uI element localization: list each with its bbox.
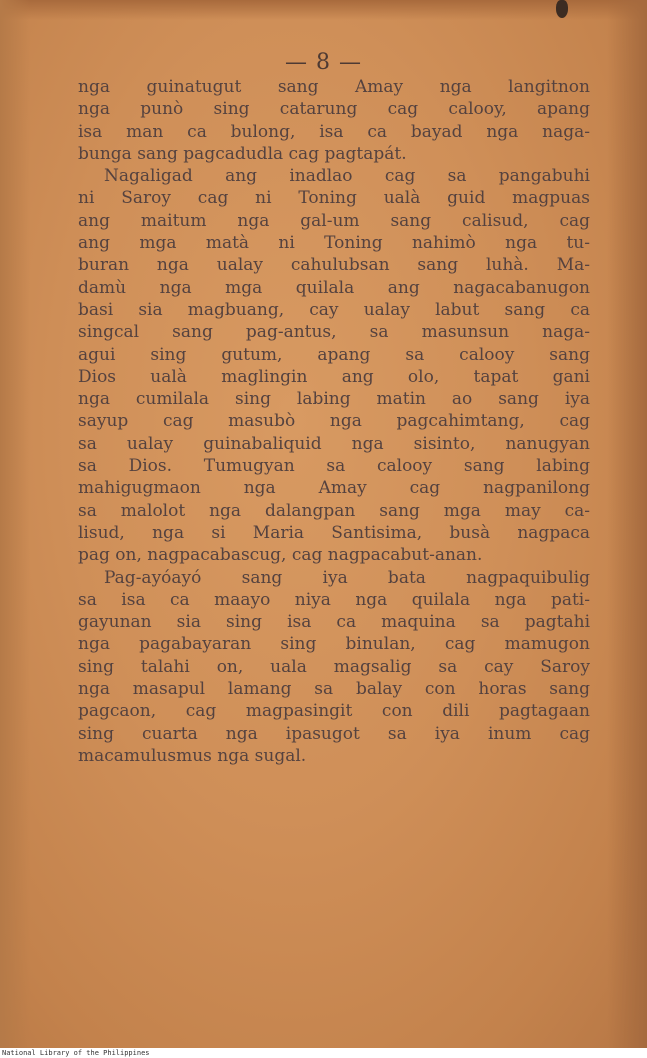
text-line: sa ualay guinabaliquid nga sisinto, nanugyan <box>78 433 590 454</box>
text-line: sing cuarta nga ipasugot sa iya inum cag <box>78 723 590 744</box>
text-line: ni Saroy cag ni Toning ualà guid magpuas <box>78 188 590 209</box>
text-line: basi sia magbuang, cay ualay labut sang ca <box>78 299 590 320</box>
page-shadow-right <box>607 0 647 1048</box>
text-line: Nagaligad ang inadlao cag sa pangabuhi <box>104 166 590 187</box>
text-line: nga pagabayaran sing binulan, cag mamugon <box>78 634 590 655</box>
text-line: agui sing gutum, apang sa calooy sang <box>78 344 590 365</box>
text-line: sa malolot nga dalangpan sang mga may ca- <box>78 500 590 521</box>
text-line: sa Dios. Tumugyan sa calooy sang labing <box>78 456 590 477</box>
text-line: buran nga ualay cahulubsan sang luhà. Ma- <box>78 255 590 276</box>
text-line: sing talahi on, uala magsalig sa cay Saroy <box>78 656 590 677</box>
text-line: macamulusmus nga sugal. <box>78 745 307 766</box>
text-line: nga punò sing catarung cag calooy, apang <box>78 99 590 120</box>
footer-credit: National Library of the Philippines <box>2 1049 150 1057</box>
text-line: sayup cag masubò nga pagcahimtang, cag <box>78 411 590 432</box>
text-line: nga cumilala sing labing matin ao sang iya <box>78 389 590 410</box>
text-line: sa isa ca maayo niya nga quilala nga pati- <box>78 589 590 610</box>
text-line: nga guinatugut sang Amay nga langitnon <box>78 77 590 97</box>
text-line: isa man ca bulong, isa ca bayad nga naga- <box>78 121 590 142</box>
page-shadow-top <box>0 0 647 20</box>
text-line: gayunan sia sing isa ca maquina sa pagtahi <box>78 612 590 633</box>
text-line: bunga sang pagcadudla cag pagtapát. <box>78 143 407 164</box>
text-line: ang mga matà ni Toning nahimò nga tu- <box>78 233 590 254</box>
page-shadow-left <box>0 0 30 1048</box>
text-line: nga masapul lamang sa balay con horas sang <box>78 679 590 700</box>
text-line: Dios ualà maglingin ang olo, tapat gani <box>78 366 590 387</box>
body-text <box>78 76 590 767</box>
text-line: mahigugmaon nga Amay cag nagpanilong <box>78 478 590 499</box>
ink-mark <box>556 0 568 18</box>
text-line: ang maitum nga gal-um sang calisud, cag <box>78 210 590 231</box>
page-number: — 8 — <box>285 50 362 75</box>
text-line: singcal sang pag-antus, sa masunsun naga- <box>78 322 590 343</box>
text-line: damù nga mga quilala ang nagacabanugon <box>78 277 590 298</box>
text-line: pagcaon, cag magpasingit con dili pagtagaan <box>78 701 590 722</box>
text-line: pag on, nagpacabascug, cag nagpacabut-anan. <box>78 545 483 566</box>
text-line: Pag-ayóayó sang iya bata nagpaquibulig <box>104 567 590 588</box>
text-line: lisud, nga si Maria Santisima, busà nagpaca <box>78 522 590 543</box>
